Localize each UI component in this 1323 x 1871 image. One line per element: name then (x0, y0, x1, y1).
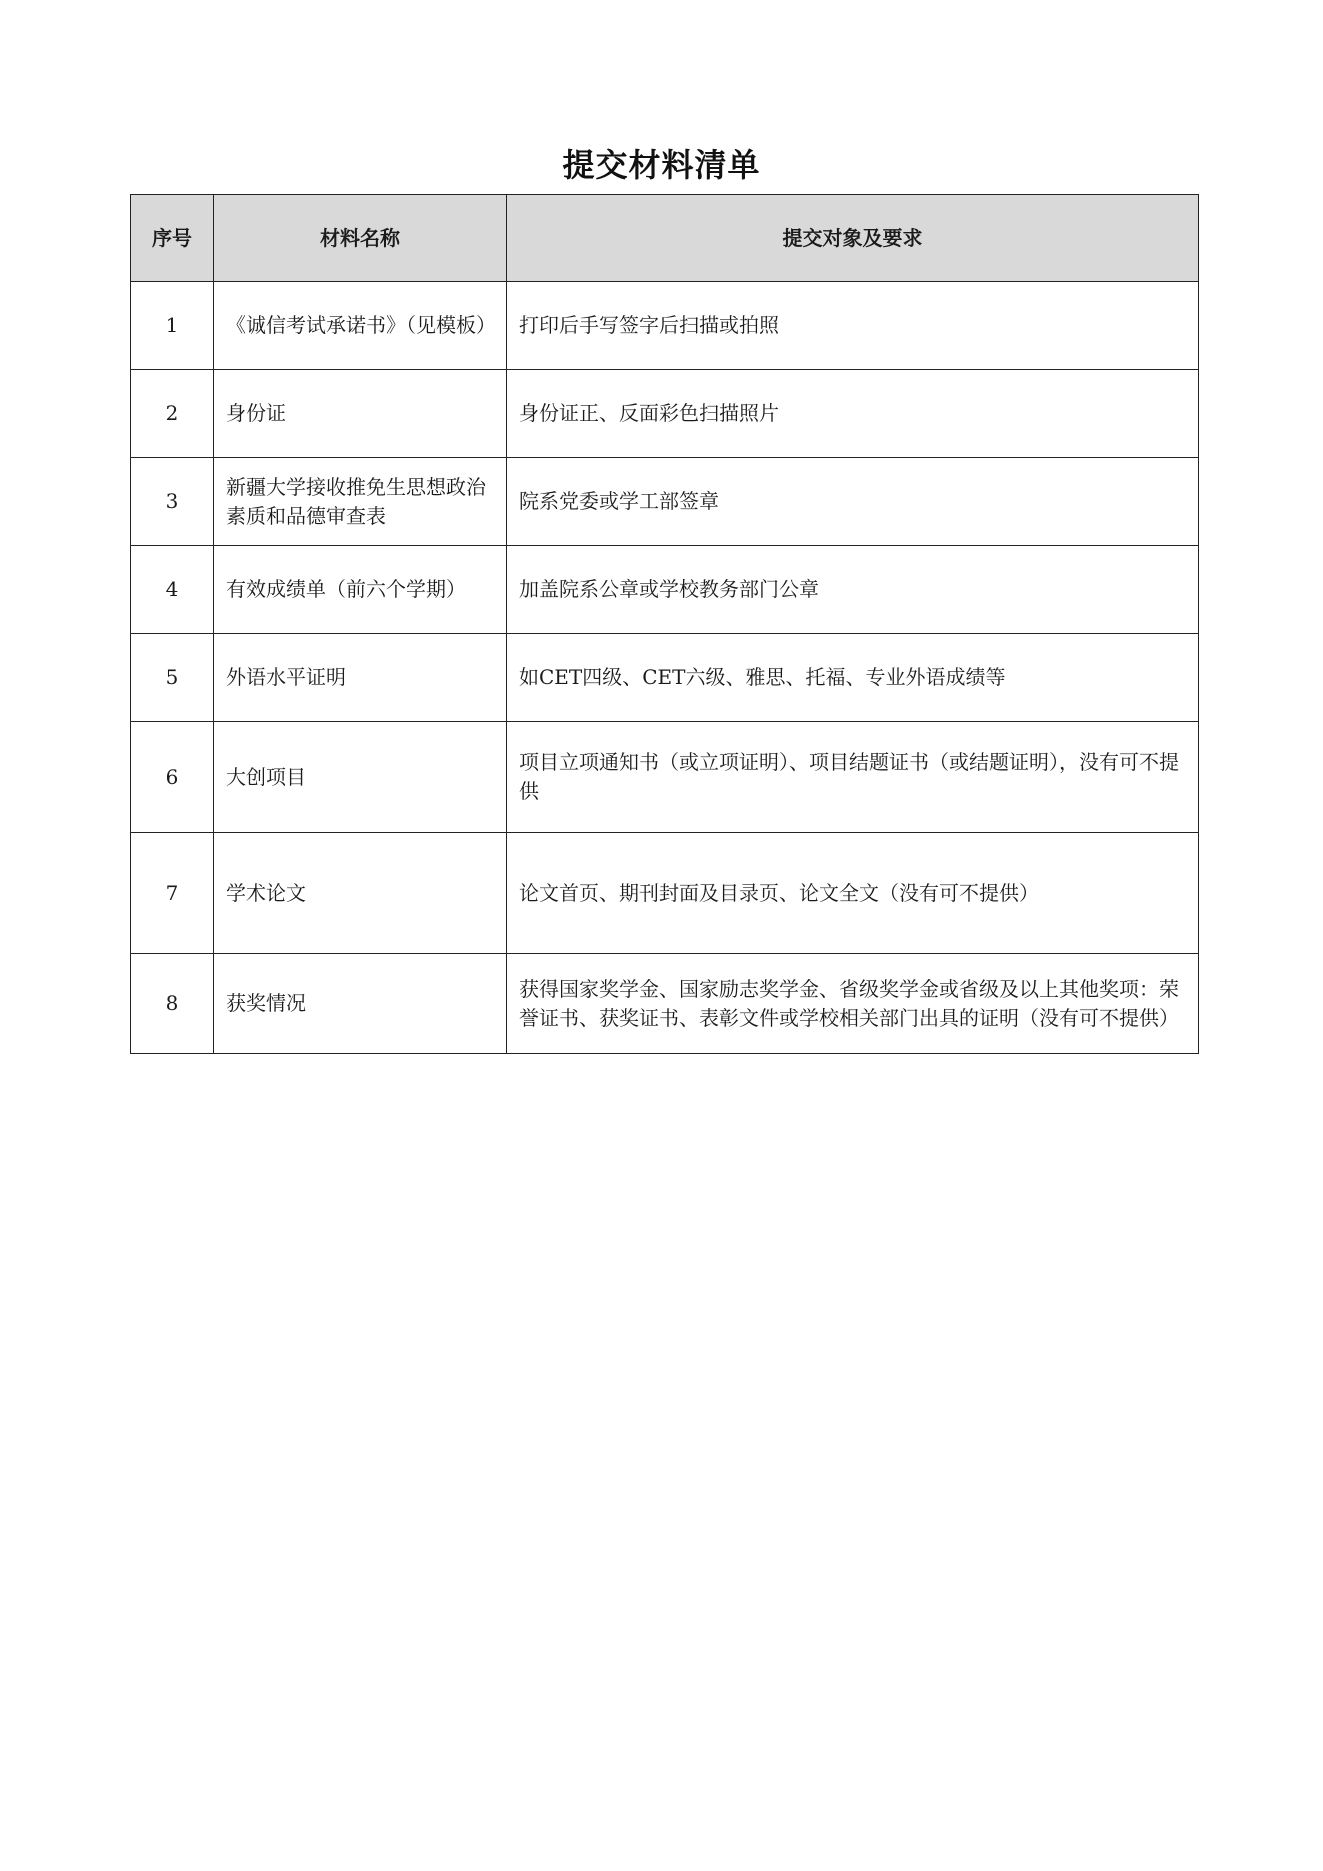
row-material-name: 身份证 (214, 370, 507, 458)
table-header-row (131, 195, 1199, 282)
row-material-name: 学术论文 (214, 833, 507, 954)
table-row (131, 458, 1199, 546)
row-material-name: 有效成绩单（前六个学期） (214, 546, 507, 634)
header-requirement: 提交对象及要求 (507, 195, 1199, 282)
header-material-name: 材料名称 (214, 195, 507, 282)
table-row (131, 722, 1199, 833)
row-no: 7 (131, 833, 214, 954)
table-row (131, 634, 1199, 722)
row-requirement: 论文首页、期刊封面及目录页、论文全文（没有可不提供） (507, 833, 1199, 954)
row-material-name: 新疆大学接收推免生思想政治素质和品德审查表 (214, 458, 507, 546)
row-no: 3 (131, 458, 214, 546)
row-no: 6 (131, 722, 214, 833)
table-row (131, 833, 1199, 954)
row-requirement: 身份证正、反面彩色扫描照片 (507, 370, 1199, 458)
row-material-name: 外语水平证明 (214, 634, 507, 722)
row-no: 2 (131, 370, 214, 458)
row-no: 4 (131, 546, 214, 634)
row-requirement: 院系党委或学工部签章 (507, 458, 1199, 546)
row-requirement: 打印后手写签字后扫描或拍照 (507, 282, 1199, 370)
header-no: 序号 (131, 195, 214, 282)
page-title: 提交材料清单 (562, 146, 761, 184)
row-material-name: 《诚信考试承诺书》（见模板） (214, 282, 507, 370)
row-requirement: 项目立项通知书（或立项证明）、项目结题证书（或结题证明），没有可不提供 (507, 722, 1199, 833)
row-requirement: 如CET四级、CET六级、雅思、托福、专业外语成绩等 (507, 634, 1199, 722)
materials-table (130, 194, 1199, 1054)
table-row (131, 282, 1199, 370)
row-requirement: 加盖院系公章或学校教务部门公章 (507, 546, 1199, 634)
row-material-name: 获奖情况 (214, 954, 507, 1054)
row-no: 1 (131, 282, 214, 370)
row-no: 8 (131, 954, 214, 1054)
table-row (131, 954, 1199, 1054)
row-material-name: 大创项目 (214, 722, 507, 833)
table-row (131, 546, 1199, 634)
row-no: 5 (131, 634, 214, 722)
table-row (131, 370, 1199, 458)
row-requirement: 获得国家奖学金、国家励志奖学金、省级奖学金或省级及以上其他奖项：荣誉证书、获奖证书、表彰文件或学校相关部门出具的证明（没有可不提供） (507, 954, 1199, 1054)
